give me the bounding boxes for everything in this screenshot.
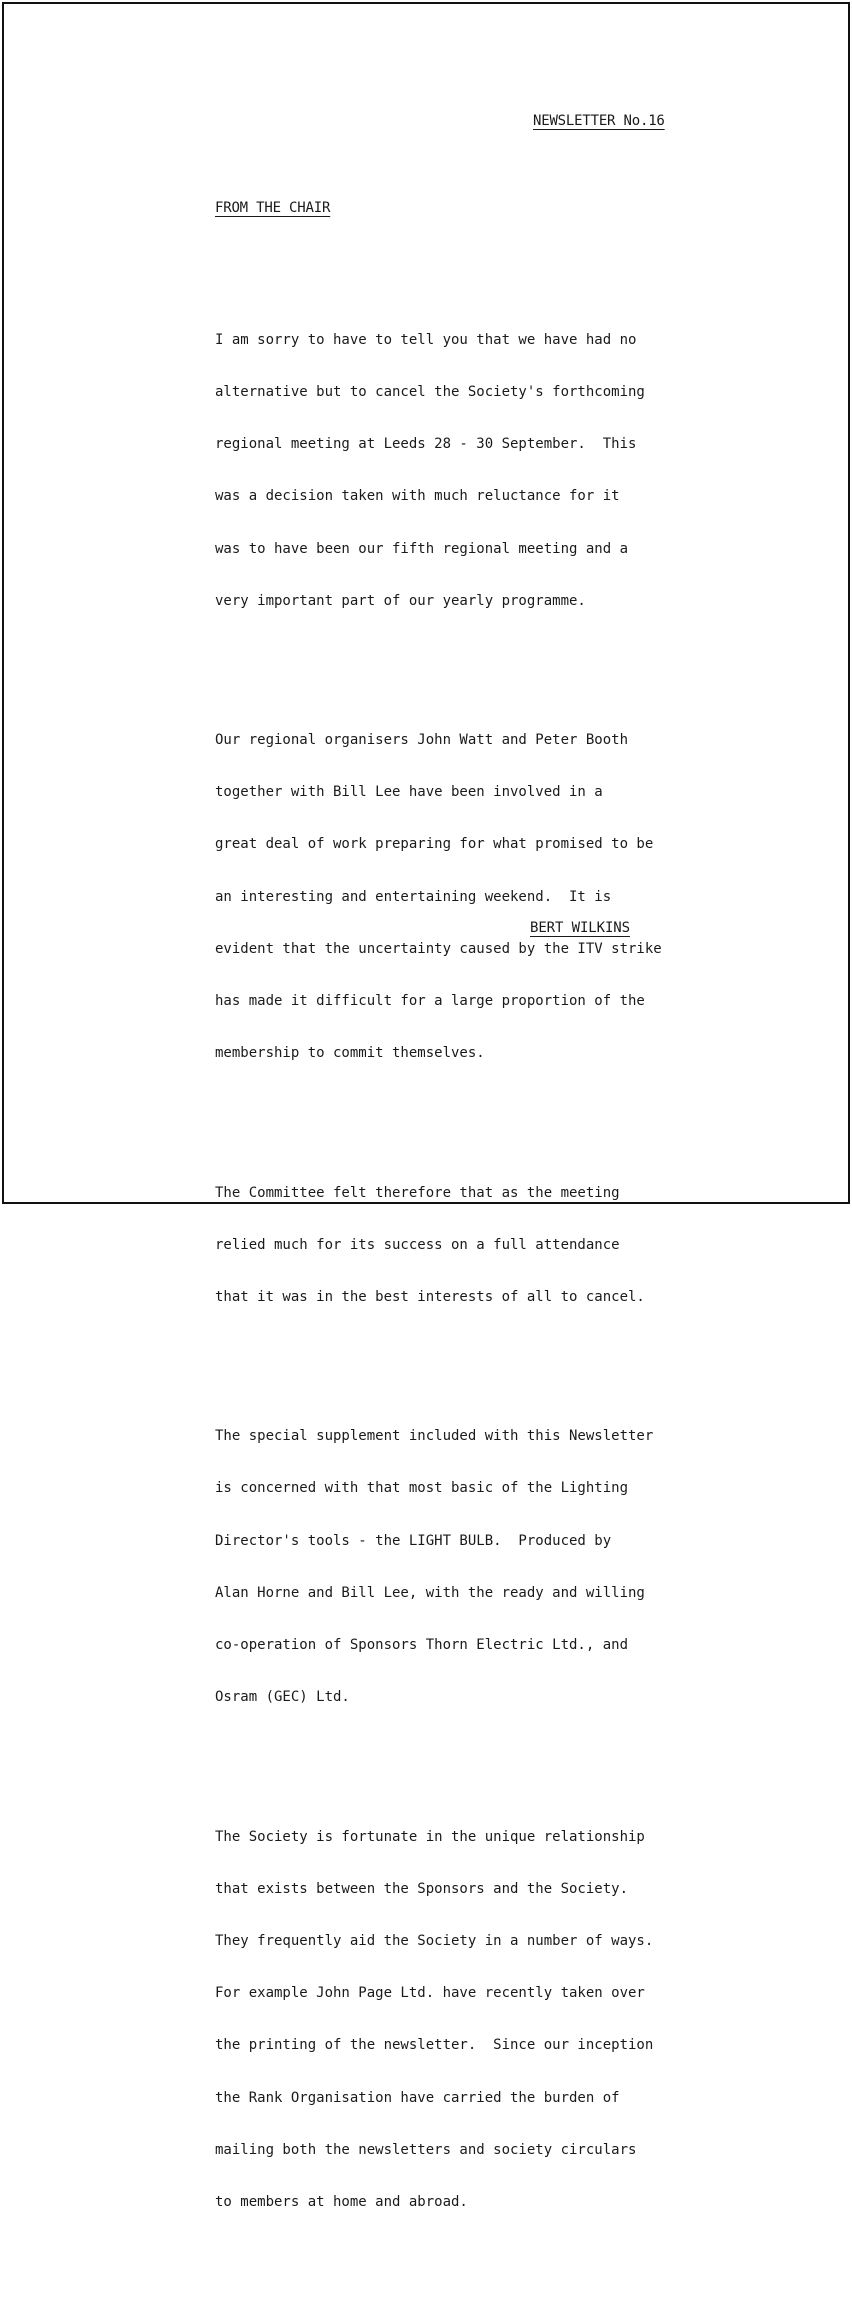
text-line: mailing both the newsletters and society circulars [215, 2141, 637, 2158]
text-line: Osram (GEC) Ltd. [215, 1689, 350, 1706]
text-line: evident that the uncertainty caused by the ITV strike [215, 940, 662, 957]
section-heading: FROM THE CHAIR [215, 200, 331, 216]
text-line: alternative but to cancel the Society's forthcoming [215, 383, 645, 400]
paragraph [215, 697, 662, 1097]
text-line: the printing of the newsletter. Since our inception [215, 2037, 654, 2054]
paragraph [215, 297, 662, 645]
text-line: Our regional organisers John Watt and Peter Booth [215, 731, 629, 748]
paragraph [215, 1794, 662, 2247]
paragraph [215, 1150, 662, 1341]
paragraph [215, 1393, 662, 1741]
text-line: was to have been our fifth regional meeting and a [215, 540, 629, 557]
text-line: Director's tools - the LIGHT BULB. Produced by [215, 1532, 612, 1549]
text-line: co-operation of Sponsors Thorn Electric Ltd., and [215, 1637, 629, 1654]
text-line: that exists between the Sponsors and the Society. [215, 1880, 629, 1897]
text-line: the Rank Organisation have carried the burden of [215, 2089, 620, 2106]
text-line: very important part of our yearly programme. [215, 592, 586, 609]
text-line: together with Bill Lee have been involved in a [215, 784, 603, 801]
text-line: was a decision taken with much reluctance for it [215, 488, 620, 505]
signature: BERT WILKINS [530, 920, 630, 936]
text-line: I am sorry to have to tell you that we have had no [215, 331, 637, 348]
body-text [215, 262, 662, 2298]
text-line: regional meeting at Leeds 28 - 30 September. This [215, 436, 637, 453]
text-line: Alan Horne and Bill Lee, with the ready and willing [215, 1584, 645, 1601]
document-page [2, 2, 850, 2211]
text-line: to members at home and abroad. [215, 2194, 468, 2211]
text-line: an interesting and entertaining weekend. It is [215, 888, 612, 905]
text-line: has made it difficult for a large proportion of the [215, 993, 645, 1010]
text-line: The special supplement included with this Newsletter [215, 1428, 654, 1445]
newsletter-number: NEWSLETTER No.16 [533, 113, 665, 129]
text-line: For example John Page Ltd. have recently taken over [215, 1985, 645, 2002]
text-line: They frequently aid the Society in a number of ways. [215, 1932, 654, 1949]
text-line: that it was in the best interests of all to cancel. [215, 1288, 645, 1305]
text-line: relied much for its success on a full attendance [215, 1236, 620, 1253]
text-line: is concerned with that most basic of the Lighting [215, 1480, 629, 1497]
text-line: great deal of work preparing for what promised to be [215, 836, 654, 853]
text-line: The Society is fortunate in the unique relationship [215, 1828, 645, 1845]
text-line: The Committee felt therefore that as the meeting [215, 1184, 620, 1201]
text-line: membership to commit themselves. [215, 1045, 485, 1062]
